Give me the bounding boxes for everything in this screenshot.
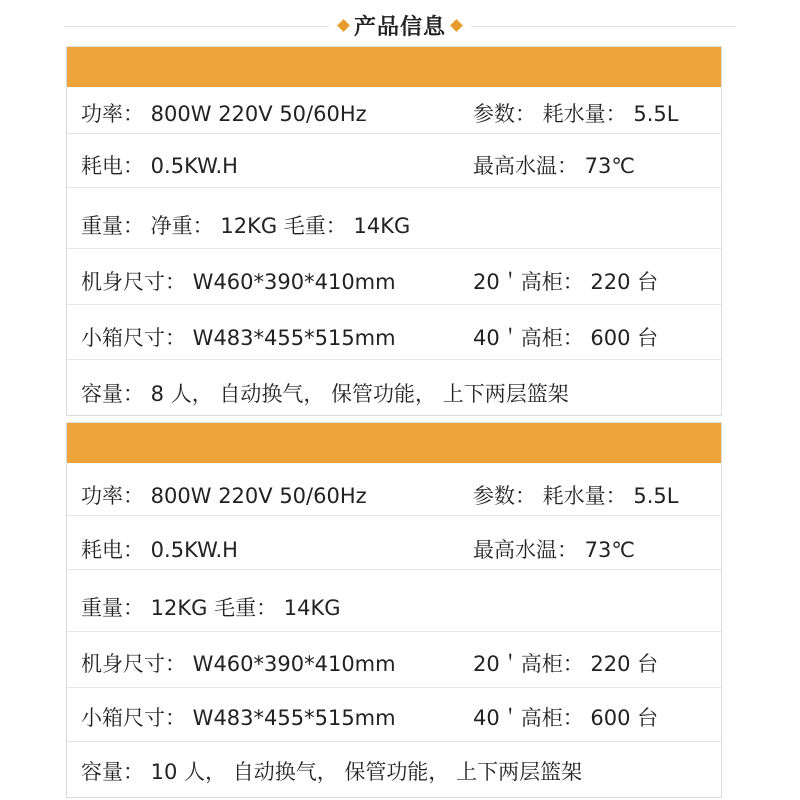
spec-row [67, 749, 721, 793]
spec-card-1 [66, 46, 722, 416]
card-banner [67, 47, 721, 87]
spec-left: 功率： 800W 220V 50/60Hz [81, 102, 367, 126]
spec-row [67, 371, 721, 415]
spec-right: 20＇高柜： 220 台 [473, 270, 659, 294]
spec-row [67, 143, 721, 187]
row-divider [67, 569, 721, 570]
row-divider [67, 133, 721, 134]
spec-row [67, 641, 721, 685]
spec-row [67, 91, 721, 135]
spec-row [67, 315, 721, 359]
diamond-icon [450, 19, 463, 32]
spec-left: 功率： 800W 220V 50/60Hz [81, 484, 367, 508]
row-divider [67, 741, 721, 742]
spec-row [67, 695, 721, 739]
spec-right: 参数： 耗水量： 5.5L [473, 102, 679, 126]
spec-right: 最高水温： 73℃ [473, 154, 635, 178]
spec-right: 参数： 耗水量： 5.5L [473, 484, 679, 508]
spec-left: 容量： 8 人， 自动换气， 保管功能， 上下两层篮架 [81, 382, 569, 406]
spec-row [67, 527, 721, 571]
row-divider [67, 631, 721, 632]
spec-left: 小箱尺寸： W483*455*515mm [81, 706, 396, 730]
spec-left: 耗电： 0.5KW.H [81, 538, 238, 562]
row-divider [67, 515, 721, 516]
spec-left: 机身尺寸： W460*390*410mm [81, 652, 396, 676]
row-divider [67, 687, 721, 688]
header-inner [329, 10, 471, 41]
spec-right: 20＇高柜： 220 台 [473, 652, 659, 676]
spec-left: 重量： 净重： 12KG 毛重： 14KG [81, 214, 411, 238]
row-divider [67, 248, 721, 249]
spec-row [67, 203, 721, 247]
section-header [0, 0, 800, 50]
spec-card-2 [66, 422, 722, 798]
spec-row [67, 585, 721, 629]
spec-row [67, 473, 721, 517]
spec-left: 重量： 12KG 毛重： 14KG [81, 596, 341, 620]
spec-left: 机身尺寸： W460*390*410mm [81, 270, 396, 294]
spec-row [67, 259, 721, 303]
page-title: 产品信息 [353, 14, 446, 40]
card-banner [67, 423, 721, 463]
spec-left: 耗电： 0.5KW.H [81, 154, 238, 178]
spec-right: 40＇高柜： 600 台 [473, 326, 659, 350]
diamond-icon [337, 19, 350, 32]
row-divider [67, 304, 721, 305]
spec-left: 小箱尺寸： W483*455*515mm [81, 326, 396, 350]
spec-right: 最高水温： 73℃ [473, 538, 635, 562]
spec-right: 40＇高柜： 600 台 [473, 706, 659, 730]
row-divider [67, 187, 721, 188]
row-divider [67, 359, 721, 360]
spec-left: 容量： 10 人， 自动换气， 保管功能， 上下两层篮架 [81, 760, 583, 784]
